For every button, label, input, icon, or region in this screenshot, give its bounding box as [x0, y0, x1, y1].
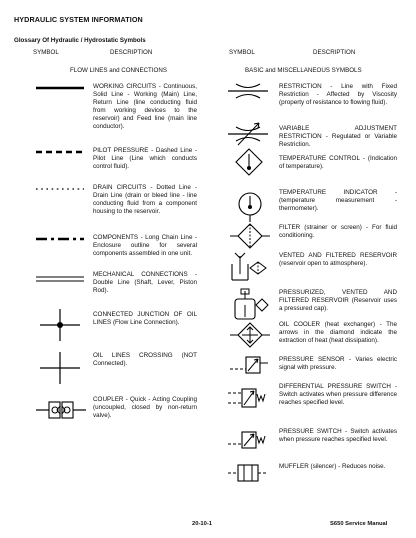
temperature-indicator-icon: [236, 190, 264, 222]
filter-description: FILTER (strainer or screen) - For fluid conditioning.: [279, 224, 397, 240]
connected-junction-description: CONNECTED JUNCTION OF OIL LINES (Flow Line Connection).: [93, 311, 197, 327]
right-section-header: BASIC and MISCELLANEOUS SYMBOLS: [245, 67, 362, 74]
page-number: 20-10-1: [192, 521, 212, 527]
restriction-description: RESTRICTION - Line with Fixed Restriction - Affected by Viscosity (property of resistance to flowing fluid).: [279, 83, 397, 107]
muffler-icon: [228, 463, 268, 483]
temperature-control-description: TEMPERATURE CONTROL - (Indication of temperature).: [279, 155, 397, 171]
differential-pressure-switch-icon: [228, 385, 268, 409]
page-title: HYDRAULIC SYSTEM INFORMATION: [14, 15, 143, 24]
components-description: COMPONENTS - Long Chain Line - Enclosure outline for several components assembled in one unit.: [93, 234, 197, 258]
solid-line-icon: [36, 85, 86, 91]
right-description-header: DESCRIPTION: [313, 49, 356, 56]
differential-pressure-switch-description: DIFFERENTIAL PRESSURE SWITCH - Switch activates when pressure difference reaches specified level.: [279, 383, 397, 407]
muffler-description: MUFFLER (silencer) - Reduces noise.: [279, 463, 386, 470]
pressure-sensor-description: PRESSURE SENSOR - Varies electric signal with pressure.: [279, 356, 397, 372]
restriction-icon: [228, 82, 268, 100]
variable-restriction-icon: [228, 122, 268, 146]
coupler-icon: [36, 398, 86, 422]
oil-cooler-description: OIL COOLER (heat exchanger) - The arrows in the diamond indicate the extraction of heat (heat dissipation).: [279, 321, 397, 345]
temperature-indicator-description: TEMPERATURE INDICATOR - (temperature measurement - thermometer).: [279, 189, 397, 213]
dashed-line-icon: [36, 149, 86, 155]
pilot-pressure-description: PILOT PRESSURE - Dashed Line - Pilot Line (Line which conducts control fluid).: [93, 147, 197, 171]
filter-icon: [230, 222, 270, 250]
right-symbol-header: SYMBOL: [229, 49, 255, 56]
pressurized-reservoir-icon: [230, 287, 270, 321]
pressure-switch-description: PRESSURE SWITCH - Switch activates when pressure reaches specified level.: [279, 428, 397, 444]
manual-name: S650 Service Manual: [330, 521, 388, 527]
variable-restriction-description: VARIABLE ADJUSTMENT RESTRICTION - Regulated or Variable Restriction.: [279, 125, 397, 149]
left-description-header: DESCRIPTION: [110, 49, 153, 56]
mechanical-connections-description: MECHANICAL CONNECTIONS - Double Line (Shaft, Lever, Piston Rod).: [93, 271, 197, 295]
glossary-subtitle: Glossary Of Hydraulic / Hydrostatic Symbols: [14, 37, 146, 44]
vented-reservoir-icon: [228, 252, 268, 282]
lines-crossing-icon: [40, 352, 80, 384]
pressure-sensor-icon: [230, 353, 270, 375]
left-symbol-header: SYMBOL: [33, 49, 59, 56]
oil-lines-crossing-description: OIL LINES CROSSING (NOT Connected).: [93, 352, 197, 368]
temperature-control-icon: [235, 148, 263, 176]
vented-reservoir-description: VENTED AND FILTERED RESERVOIR (reservoir open to atmosphere).: [279, 252, 397, 268]
coupler-description: COUPLER - Quick - Acting Coupling (uncoupled, closed by non-return valve).: [93, 396, 197, 420]
connected-junction-icon: [40, 307, 80, 343]
double-line-icon: [36, 275, 86, 283]
pressurized-reservoir-description: PRESSURIZED, VENTED AND FILTERED RESERVOIR (Reservoir uses a pressured cap).: [279, 289, 397, 313]
oil-cooler-icon: [230, 321, 270, 349]
drain-circuits-description: DRAIN CIRCUITS - Dotted Line - Drain Line (drain or bleed line - line conducting fluid from a component housing to the reservoir.: [93, 184, 197, 216]
left-section-header: FLOW LINES and CONNECTIONS: [70, 67, 167, 74]
working-circuits-description: WORKING CIRCUITS - Continuous, Solid Line - Working (Main) Line, Return Line (line conducting fluid from working devices to the reservoir) and Feed line (main line conductor).: [93, 83, 197, 131]
long-chain-line-icon: [36, 236, 86, 242]
pressure-switch-icon: [228, 428, 268, 450]
dotted-line-icon: [36, 186, 86, 192]
